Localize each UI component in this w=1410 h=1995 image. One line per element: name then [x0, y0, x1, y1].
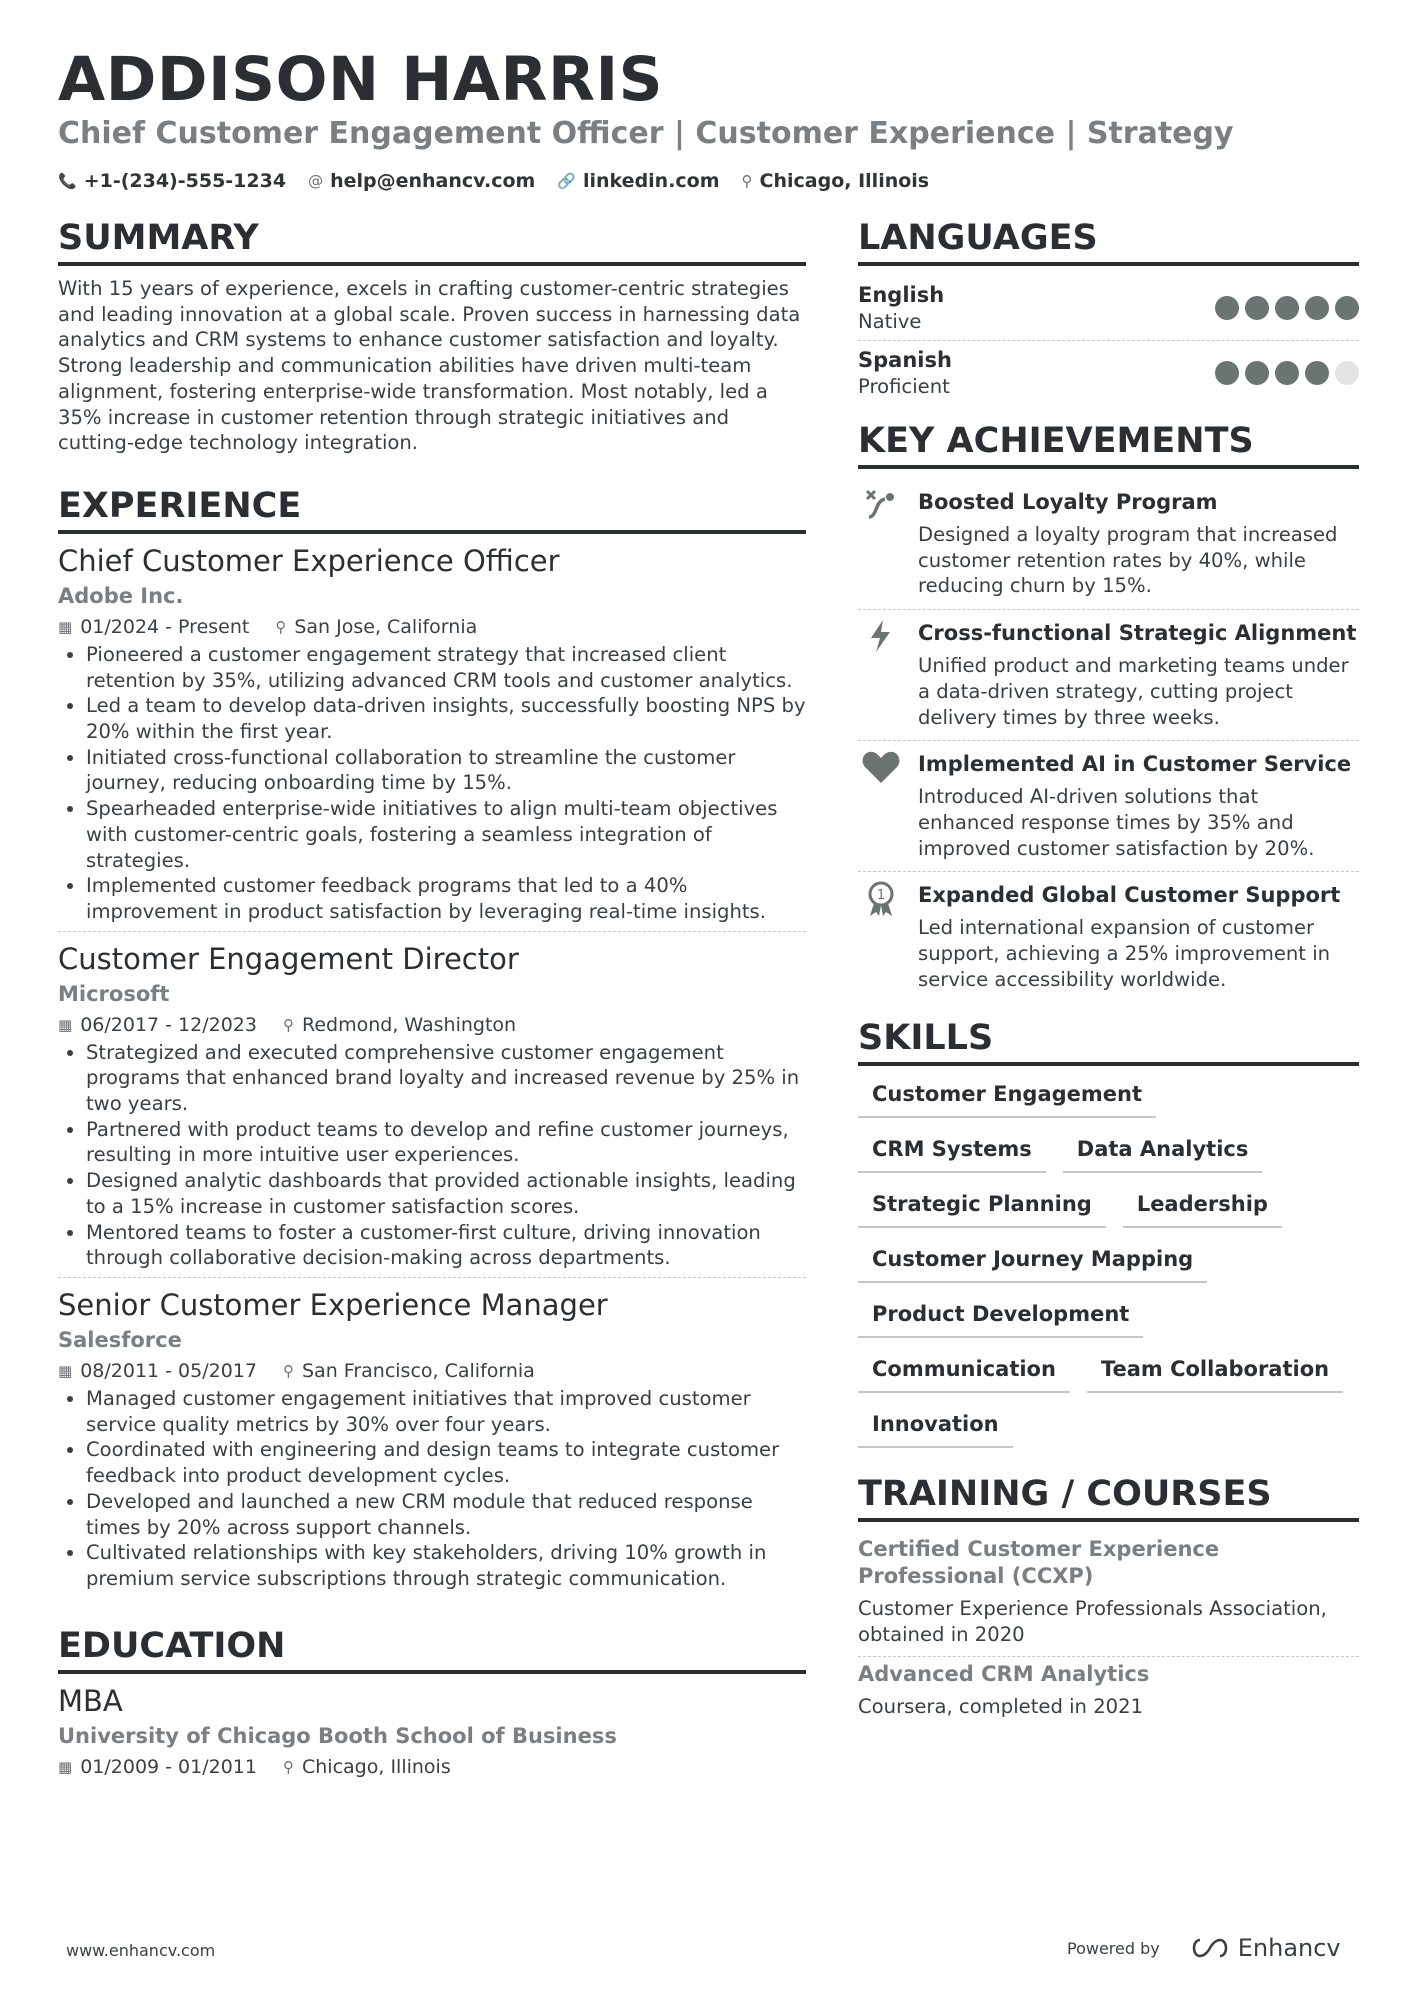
course-desc: Coursera, completed in 2021: [858, 1695, 1144, 1719]
proficiency-dot-empty: [1335, 361, 1359, 385]
phone-text: +1-(234)-555-1234: [83, 170, 287, 192]
achievement-desc: Led international expansion of customer support, achieving a 25% improvement in service accessibility worldwide.: [918, 916, 1331, 991]
achievement-desc: Introduced AI-driven solutions that enhanced response times by 35% and improved customer satisfaction by 20%.: [918, 785, 1315, 860]
proficiency-dot-filled: [1335, 296, 1359, 320]
achievement-desc: Unified product and marketing teams under a data-driven strategy, cutting project delivery times by three weeks.: [918, 654, 1349, 729]
location-text: Chicago, Illinois: [759, 170, 930, 192]
proficiency-dot-filled: [1215, 361, 1239, 385]
award-icon: [858, 880, 904, 992]
contact-phone[interactable]: [58, 170, 286, 192]
skill-tag: Innovation: [858, 1406, 1013, 1448]
email-text: help@enhancv.com: [330, 170, 536, 192]
location-pin-icon: ⚲: [283, 1015, 294, 1034]
link-icon: 🔗: [557, 172, 576, 190]
bullet-item: • Initiated cross-functional collaboration to streamline the customer journey, reducing onboarding time by 15%.: [86, 745, 806, 796]
job-company: Microsoft: [58, 981, 170, 1006]
proficiency-dots: [1215, 361, 1359, 385]
bullet-item: • Mentored teams to foster a customer-first culture, driving innovation through collaborative decision-making across departments.: [86, 1220, 806, 1271]
job-company: Salesforce: [58, 1327, 182, 1352]
location-pin-icon: ⚲: [275, 617, 287, 636]
proficiency-dot-filled: [1305, 361, 1329, 385]
job-dates: 08/2011 - 05/2017: [80, 1359, 257, 1382]
bullet-item: • Pioneered a customer engagement strategy that increased client retention by 35%, utilizing advanced CRM tools and customer analytics.: [86, 642, 806, 693]
job-meta: [58, 1360, 806, 1382]
proficiency-dots: [1215, 296, 1359, 320]
footer-branding: [1067, 1934, 1341, 1962]
job-meta: [58, 1014, 806, 1036]
proficiency-dot-filled: [1245, 361, 1269, 385]
achievement-item: [858, 741, 1359, 872]
edu-dates: 01/2009 - 01/2011: [80, 1755, 257, 1778]
phone-icon: 📞: [58, 172, 77, 190]
bullet-item: • Developed and launched a new CRM module that reduced response times by 20% across support channels.: [86, 1489, 806, 1540]
job-role: Chief Customer Experience Officer: [58, 543, 560, 578]
skill-tag: Customer Journey Mapping: [858, 1241, 1207, 1283]
brand-name: Enhancv: [1237, 1934, 1341, 1962]
bullet-item: • Led a team to develop data-driven insights, successfully boosting NPS by 20% within the first year.: [86, 693, 806, 744]
proficiency-dot-filled: [1215, 296, 1239, 320]
job-meta: [58, 616, 806, 638]
language-name: Spanish: [858, 348, 952, 372]
edu-school: University of Chicago Booth School of Business: [58, 1723, 617, 1748]
bullet-item: • Spearheaded enterprise-wide initiatives to align multi-team objectives with customer-centric goals, fostering a seamless integration of strategies.: [86, 796, 806, 873]
contact-bar: [58, 170, 929, 192]
contact-email[interactable]: [308, 170, 535, 192]
achievement-title: Boosted Loyalty Program: [918, 490, 1218, 514]
experience-heading: EXPERIENCE: [58, 484, 806, 534]
job-entry: [58, 1288, 806, 1598]
education-heading: EDUCATION: [58, 1624, 806, 1674]
skill-tag: Customer Engagement: [858, 1076, 1156, 1118]
edu-meta: [58, 1756, 806, 1778]
language-level: Native: [858, 310, 922, 333]
job-location: San Francisco, California: [302, 1359, 535, 1382]
proficiency-dot-filled: [1275, 296, 1299, 320]
job-bullets: [58, 1040, 806, 1271]
summary-heading: SUMMARY: [58, 216, 806, 266]
edu-degree: MBA: [58, 1683, 123, 1718]
skill-tag: Leadership: [1123, 1186, 1282, 1228]
languages-heading: LANGUAGES: [858, 216, 1359, 266]
location-pin-icon: ⚲: [741, 172, 753, 190]
footer-website[interactable]: www.enhancv.com: [66, 1941, 216, 1960]
language-name: English: [858, 283, 945, 307]
bullet-item: • Cultivated relationships with key stakeholders, driving 10% growth in premium service subscriptions through strategic communication.: [86, 1540, 806, 1591]
job-role: Senior Customer Experience Manager: [58, 1287, 608, 1322]
proficiency-dot-filled: [1305, 296, 1329, 320]
skill-tag: Team Collaboration: [1087, 1351, 1343, 1393]
route-icon: [858, 487, 904, 599]
calendar-icon: ▦: [58, 1015, 73, 1034]
job-role: Customer Engagement Director: [58, 941, 519, 976]
skill-tag: Data Analytics: [1063, 1131, 1263, 1173]
skill-tag: CRM Systems: [858, 1131, 1046, 1173]
svg-text:1: 1: [876, 888, 886, 904]
bullet-item: • Managed customer engagement initiatives that improved customer service quality metrics by 30% over four years.: [86, 1386, 806, 1437]
job-bullets: [58, 642, 806, 925]
bullet-item: • Partnered with product teams to develop and refine customer journeys, resulting in more intuitive user experiences.: [86, 1117, 806, 1168]
bullet-item: • Strategized and executed comprehensive customer engagement programs that enhanced brand loyalty and increased revenue by 25% in two years.: [86, 1040, 806, 1117]
job-dates: 06/2017 - 12/2023: [80, 1013, 257, 1036]
course-title: Advanced CRM Analytics: [858, 1662, 1150, 1687]
course-item: [858, 1532, 1359, 1657]
skill-tag: Communication: [858, 1351, 1070, 1393]
linkedin-text: linkedin.com: [583, 170, 720, 192]
course-title: Certified Customer Experience Professional (CCXP): [858, 1537, 1220, 1589]
achievement-item: [858, 872, 1359, 1002]
name: ADDISON HARRIS: [58, 44, 664, 115]
brand-logo[interactable]: [1188, 1934, 1341, 1962]
subtitle: Chief Customer Engagement Officer | Customer Experience | Strategy: [58, 116, 1234, 151]
edu-location: Chicago, Illinois: [302, 1755, 451, 1778]
bullet-item: • Coordinated with engineering and design teams to integrate customer feedback into product development cycles.: [86, 1437, 806, 1488]
achievement-item: [858, 610, 1359, 741]
language-item: [858, 276, 1359, 341]
summary-text: With 15 years of experience, excels in crafting customer-centric strategies and leading innovation at a global scale. Proven success in harnessing data analytics and CRM systems to enhance customer satisfaction and loyalty. Strong leadership and communication abilities have driven multi-team alignment, fostering enterprise-wide transformation. Most notably, led a 35% increase in customer retention through strategic initiatives and cutting-edge technology integration.: [58, 277, 801, 455]
job-company: Adobe Inc.: [58, 583, 184, 608]
language-level: Proficient: [858, 375, 950, 398]
right-column: [858, 216, 1359, 1728]
location-pin-icon: ⚲: [283, 1361, 294, 1380]
proficiency-dot-filled: [1275, 361, 1299, 385]
training-heading: TRAINING / COURSES: [858, 1472, 1359, 1522]
bullet-item: • Implemented customer feedback programs that led to a 40% improvement in product satisfaction by leveraging real-time insights.: [86, 873, 806, 924]
calendar-icon: ▦: [58, 1361, 73, 1380]
job-dates: 01/2024 - Present: [80, 615, 250, 638]
course-item: [858, 1657, 1359, 1728]
language-item: [858, 341, 1359, 405]
calendar-icon: ▦: [58, 1757, 73, 1776]
achievement-desc: Designed a loyalty program that increased customer retention rates by 40%, while reducing churn by 15%.: [918, 523, 1338, 598]
job-entry: [58, 942, 806, 1278]
achievements-heading: KEY ACHIEVEMENTS: [858, 419, 1359, 469]
achievement-title: Cross-functional Strategic Alignment: [918, 621, 1357, 646]
powered-by-label: Powered by: [1067, 1938, 1160, 1958]
job-bullets: [58, 1386, 806, 1592]
skill-tag: Strategic Planning: [858, 1186, 1106, 1228]
job-location: San Jose, California: [294, 615, 478, 638]
at-icon: @: [308, 172, 324, 190]
skills-heading: SKILLS: [858, 1016, 1359, 1066]
skill-tag: Product Development: [858, 1296, 1143, 1338]
achievement-item: [858, 479, 1359, 610]
course-desc: Customer Experience Professionals Association, obtained in 2020: [858, 1597, 1327, 1647]
heart-icon: [858, 749, 904, 861]
lightning-icon: [858, 618, 904, 730]
enhancv-logo-icon: [1188, 1936, 1232, 1960]
achievement-title: Expanded Global Customer Support: [918, 883, 1341, 908]
left-column: [58, 216, 806, 1782]
location-pin-icon: ⚲: [283, 1757, 294, 1776]
job-entry: [58, 544, 806, 932]
contact-location: [742, 170, 930, 192]
proficiency-dot-filled: [1245, 296, 1269, 320]
contact-linkedin[interactable]: [557, 170, 719, 192]
bullet-item: • Designed analytic dashboards that provided actionable insights, leading to a 15% increase in customer satisfaction scores.: [86, 1168, 806, 1219]
skills-list: [858, 1076, 1359, 1448]
job-location: Redmond, Washington: [302, 1013, 517, 1036]
calendar-icon: ▦: [58, 617, 73, 636]
achievement-title: Implemented AI in Customer Service: [918, 752, 1352, 777]
